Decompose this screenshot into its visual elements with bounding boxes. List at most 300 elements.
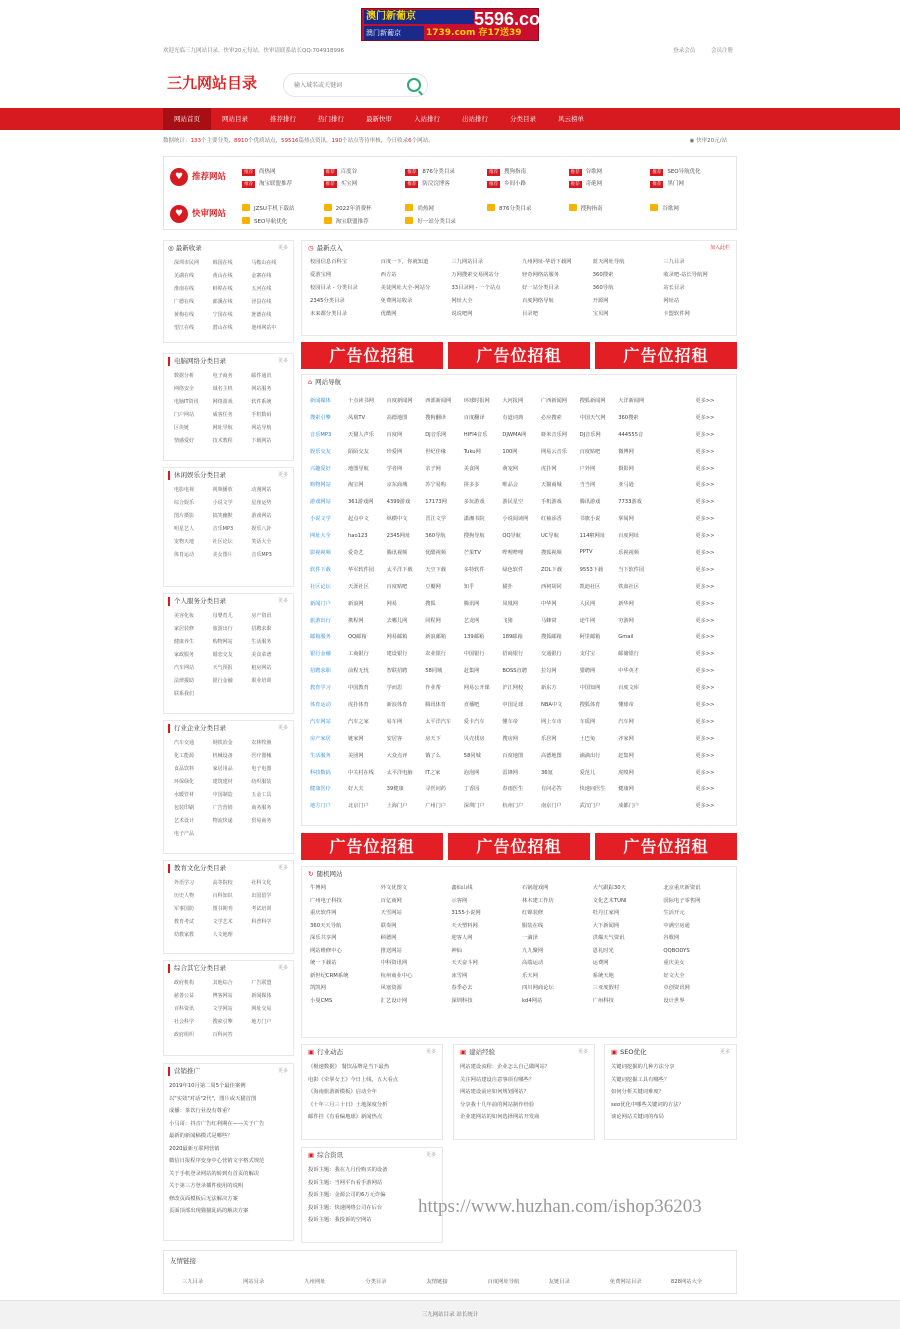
directory-site-link[interactable]: 去哪儿网: [386, 617, 408, 624]
more-link[interactable]: 更多>>: [695, 685, 715, 692]
category-link[interactable]: 黄山在线: [212, 273, 233, 279]
more-link[interactable]: 更多>>: [695, 414, 715, 421]
category-link[interactable]: 体育运动: [174, 552, 195, 558]
directory-site-link[interactable]: 萌宠网: [502, 465, 518, 472]
category-link[interactable]: 婚恋交友: [212, 652, 233, 658]
latest-site-link[interactable]: 美徒网址大全-网站分: [380, 285, 431, 291]
category-link[interactable]: 百科资讯: [174, 1006, 195, 1012]
random-site-link[interactable]: 卓创资讯网: [663, 985, 690, 991]
directory-site-link[interactable]: 好大夫: [348, 786, 364, 793]
random-site-link[interactable]: 北京重庆新资讯: [663, 885, 701, 891]
directory-site-link[interactable]: 十点读书网: [348, 397, 374, 404]
latest-site-link[interactable]: 百度一下，你就知道: [380, 259, 429, 265]
directory-site-link[interactable]: 444555音: [618, 431, 644, 438]
random-site-link[interactable]: 好文大全: [663, 972, 685, 979]
latest-site-link[interactable]: 好一站分类目录: [521, 285, 560, 291]
latest-site-link[interactable]: 未来都分类目录: [310, 311, 348, 317]
directory-site-link[interactable]: 地图导航: [348, 465, 369, 472]
directory-site-link[interactable]: 起点中文: [348, 516, 369, 523]
random-site-link[interactable]: 冰雪网: [451, 972, 468, 979]
directory-site-link[interactable]: 西部新闻网: [425, 397, 452, 404]
directory-site-link[interactable]: 凤凰网: [502, 600, 518, 607]
latest-site-link[interactable]: 33目录网 - 一个站点: [451, 285, 501, 291]
random-site-link[interactable]: 广州科技: [592, 997, 614, 1004]
random-site-link[interactable]: 设计世界: [663, 997, 685, 1004]
rec-item[interactable]: JZSU手机下载站: [242, 204, 324, 214]
article-link[interactable]: 修改页面模板后无法解决方案: [169, 1195, 238, 1202]
directory-site-link[interactable]: 飞猪: [502, 617, 513, 624]
directory-site-link[interactable]: 小说阅读网: [502, 516, 529, 523]
latest-site-link[interactable]: 校园目录 - 分类目录: [310, 285, 358, 291]
directory-site-link[interactable]: 腾讯网: [463, 600, 480, 607]
directory-site-link[interactable]: 唯品会: [502, 482, 518, 489]
directory-category[interactable]: 影视视频: [310, 549, 331, 556]
directory-category[interactable]: 兴趣爱好: [310, 465, 331, 472]
category-link[interactable]: 下载网站: [251, 438, 272, 444]
category-link[interactable]: 水暖管材: [174, 792, 195, 798]
directory-site-link[interactable]: 摄影网: [618, 465, 634, 472]
category-link[interactable]: 黄梅在线: [174, 312, 195, 318]
directory-site-link[interactable]: 多玩游戏: [463, 499, 485, 506]
directory-site-link[interactable]: 百度网址: [618, 533, 639, 540]
latest-site-link[interactable]: 九州网址-华语下载网: [521, 259, 572, 265]
category-link[interactable]: 家居用品: [212, 766, 233, 772]
category-link[interactable]: 教育考试: [174, 919, 195, 925]
random-site-link[interactable]: 推送网站: [380, 947, 402, 954]
directory-site-link[interactable]: 虎扑体育: [348, 701, 369, 708]
directory-site-link[interactable]: 36氪: [540, 769, 553, 776]
random-site-link[interactable]: kd4网站: [521, 997, 543, 1004]
random-site-link[interactable]: 谷歌网: [663, 935, 680, 941]
directory-site-link[interactable]: 百度网: [386, 431, 403, 438]
ad-slot[interactable]: 广告位招租: [595, 833, 737, 860]
category-link[interactable]: 招聘求职: [251, 626, 272, 632]
directory-site-link[interactable]: 网易公开课: [463, 685, 490, 692]
more-link[interactable]: 更多>>: [695, 397, 715, 404]
directory-site-link[interactable]: 广西新闻网: [540, 397, 567, 404]
article-link[interactable]: 成播：茶饮行业没有尊重？: [169, 1108, 233, 1114]
latest-site-link[interactable]: 收录吧-站长导航网: [663, 272, 708, 278]
article-link[interactable]: 投诉主题：我投诉的空网站: [308, 1217, 372, 1223]
more-link[interactable]: 更多>>: [695, 701, 715, 708]
nav-item[interactable]: 分类目录: [510, 115, 536, 123]
category-link[interactable]: 广告联盟: [251, 980, 272, 986]
random-site-link[interactable]: 示客网: [451, 897, 468, 904]
directory-site-link[interactable]: 爱范儿: [579, 769, 596, 776]
more-link[interactable]: 更多: [719, 1049, 730, 1055]
more-link[interactable]: 更多: [277, 725, 288, 731]
rec-item[interactable]: 876分类目录: [487, 204, 569, 214]
category-link[interactable]: 其他综合: [212, 980, 233, 986]
category-link[interactable]: 网站导航: [251, 425, 272, 431]
article-link[interactable]: 小马哥：抖音广告红利期在——关于广告: [169, 1120, 265, 1127]
more-link[interactable]: 更多>>: [695, 668, 715, 675]
directory-site-link[interactable]: 多特软件: [463, 566, 485, 573]
category-link[interactable]: 池州网站中: [251, 325, 277, 331]
directory-category[interactable]: 地方门户: [310, 803, 331, 810]
directory-site-link[interactable]: 邮储银行: [618, 651, 639, 658]
category-link[interactable]: 历史人物: [174, 893, 195, 899]
article-link[interactable]: 以"实效"对话"2代"，图片或天猫首图: [169, 1095, 257, 1102]
directory-site-link[interactable]: 知乎: [463, 583, 475, 590]
random-site-link[interactable]: 凯凯网: [310, 985, 326, 991]
directory-site-link[interactable]: 58同城: [425, 668, 443, 675]
directory-site-link[interactable]: UC导航: [540, 533, 559, 540]
more-link[interactable]: 更多>>: [695, 482, 715, 489]
category-link[interactable]: 金寨在线: [251, 273, 272, 279]
random-site-link[interactable]: 杭州商业中心: [380, 972, 413, 979]
directory-site-link[interactable]: 京东商城: [386, 482, 408, 489]
latest-site-link[interactable]: 百度网络导航: [521, 298, 554, 304]
category-link[interactable]: 威客任务: [212, 412, 233, 418]
random-site-link[interactable]: 九九聚网: [521, 947, 544, 954]
latest-site-link[interactable]: 三九目录: [663, 259, 685, 265]
directory-site-link[interactable]: 太平洋电脑: [386, 769, 413, 776]
directory-site-link[interactable]: BOSS直聘: [502, 668, 527, 675]
directory-site-link[interactable]: 智联招聘: [386, 668, 408, 675]
category-link[interactable]: 邮件通讯: [251, 373, 272, 379]
article-link[interactable]: 《极速数据》 餐饮品牌是当下最热: [308, 1064, 390, 1070]
directory-site-link[interactable]: 哔哩哔哩: [502, 549, 524, 556]
random-site-link[interactable]: 百亿商网: [380, 897, 402, 904]
ad-slot[interactable]: 广告位招租: [301, 833, 443, 860]
directory-site-link[interactable]: 潇湘书院: [463, 516, 485, 523]
more-link[interactable]: 更多>>: [695, 516, 715, 523]
search-input[interactable]: [294, 79, 404, 92]
article-link[interactable]: 网站建设流程：企业怎么自己做网站？: [460, 1064, 551, 1070]
directory-site-link[interactable]: 高德地图: [386, 414, 408, 421]
category-link[interactable]: 博客网站: [212, 993, 233, 999]
category-link[interactable]: 美食菜谱: [251, 652, 272, 658]
rec-item[interactable]: 推荐 买宝网: [325, 181, 358, 187]
category-link[interactable]: 百科知识: [212, 893, 233, 899]
directory-site-link[interactable]: 搜狗导航: [463, 533, 485, 540]
directory-site-link[interactable]: DJWMA网: [502, 431, 527, 438]
category-link[interactable]: 社科文化: [251, 880, 272, 886]
rec-item[interactable]: 推荐 黑门网: [652, 181, 684, 187]
directory-category[interactable]: 新闻门户: [310, 600, 331, 607]
directory-category[interactable]: 软件下载: [310, 566, 331, 573]
random-site-link[interactable]: 顾德网: [380, 935, 397, 941]
category-link[interactable]: 音乐MP3: [212, 526, 234, 532]
category-link[interactable]: 数据分析: [174, 373, 195, 379]
rec-item[interactable]: 谷歌网: [650, 204, 732, 214]
more-link[interactable]: 更多: [425, 1049, 436, 1055]
directory-site-link[interactable]: 贝壳找房: [463, 735, 485, 742]
random-site-link[interactable]: 深乐共享网: [310, 935, 337, 941]
friend-link[interactable]: 分类目录: [365, 1279, 387, 1285]
directory-site-link[interactable]: 安居客: [386, 735, 403, 742]
directory-site-link[interactable]: 丁香园: [463, 786, 480, 793]
directory-site-link[interactable]: 搜狐视频: [540, 549, 562, 556]
directory-site-link[interactable]: 乐视视频: [618, 549, 639, 556]
directory-site-link[interactable]: Tuku网: [463, 448, 481, 455]
directory-site-link[interactable]: 学而思: [386, 685, 403, 692]
category-link[interactable]: 潜山在线: [212, 325, 233, 331]
more-link[interactable]: 更多>>: [695, 651, 715, 658]
random-site-link[interactable]: 深圳科技: [451, 997, 473, 1004]
directory-site-link[interactable]: 中华英才: [618, 668, 639, 675]
directory-site-link[interactable]: 亚马逊: [618, 482, 634, 489]
more-link[interactable]: 更多>>: [695, 533, 715, 540]
directory-site-link[interactable]: 189邮箱: [502, 634, 523, 641]
category-link[interactable]: 环保绿化: [174, 779, 195, 785]
latest-site-link[interactable]: 开源网: [592, 298, 609, 304]
directory-site-link[interactable]: 大洋新闻网: [618, 397, 645, 404]
category-link[interactable]: 文学艺术: [212, 919, 233, 925]
random-site-link[interactable]: 一滴泽: [521, 935, 538, 941]
directory-site-link[interactable]: 中国教育: [348, 685, 369, 692]
directory-site-link[interactable]: 春雨医生: [502, 786, 524, 793]
directory-category[interactable]: 体育运动: [310, 701, 331, 708]
category-link[interactable]: 电脑IT资讯: [174, 399, 199, 405]
directory-site-link[interactable]: 必应搜索: [540, 414, 562, 421]
directory-site-link[interactable]: 猫扑: [502, 583, 513, 590]
more-link[interactable]: 更多>>: [695, 803, 715, 810]
friend-link[interactable]: 九州网址: [304, 1279, 326, 1285]
random-site-link[interactable]: 中科资讯网: [380, 960, 408, 966]
category-link[interactable]: 韩国在线: [212, 260, 233, 266]
directory-site-link[interactable]: 新华网: [618, 600, 634, 607]
directory-site-link[interactable]: 纵横中文: [386, 516, 408, 523]
random-site-link[interactable]: 大气跟踪30天: [592, 885, 626, 891]
directory-site-link[interactable]: 优酷视频: [425, 549, 446, 556]
category-link[interactable]: 贸易商务: [251, 818, 272, 824]
random-site-link[interactable]: 牡丹江家网: [592, 910, 620, 916]
category-link[interactable]: 区块链: [174, 425, 190, 431]
directory-site-link[interactable]: 晋江文学: [425, 516, 446, 523]
directory-site-link[interactable]: 搜狐: [425, 600, 436, 607]
latest-site-link[interactable]: 轻奇网络站服务: [521, 272, 560, 278]
directory-site-link[interactable]: 百度新闻网: [386, 397, 413, 404]
random-site-link[interactable]: 天雪网站: [380, 910, 402, 916]
category-link[interactable]: 手机数码: [251, 412, 272, 418]
category-link[interactable]: 郎溪在线: [212, 299, 233, 305]
directory-site-link[interactable]: 天猫商城: [540, 482, 562, 489]
article-link[interactable]: 《十年三月三十日》土地深度分析: [308, 1101, 388, 1108]
latest-site-link[interactable]: 说说吧网: [451, 311, 473, 317]
random-site-link[interactable]: 3155小说网: [451, 910, 481, 916]
latest-site-link[interactable]: 宝贝网: [592, 311, 609, 317]
directory-site-link[interactable]: 淘宝网: [348, 482, 364, 489]
directory-site-link[interactable]: 腾讯体育: [425, 701, 446, 708]
category-link[interactable]: 娱乐八卦: [251, 526, 272, 532]
directory-site-link[interactable]: QQ导航: [502, 533, 521, 540]
rec-item[interactable]: 推荐 防浣浣博客: [407, 181, 450, 187]
directory-site-link[interactable]: 拼多多: [463, 482, 480, 489]
category-link[interactable]: 汽车网站: [174, 665, 195, 671]
directory-site-link[interactable]: 美团网: [348, 752, 364, 759]
directory-category[interactable]: 旅游出行: [310, 617, 331, 624]
category-link[interactable]: 慈善公益: [174, 993, 195, 999]
category-link[interactable]: 美容化妆: [174, 613, 195, 619]
random-site-link[interactable]: 网站维修中心: [310, 947, 342, 954]
more-link[interactable]: 更多: [277, 245, 288, 251]
rec-item[interactable]: 推荐 乡间小路: [488, 181, 526, 187]
random-site-link[interactable]: 天天奋斗网: [451, 960, 478, 966]
directory-site-link[interactable]: 南京门户: [540, 803, 562, 810]
directory-category[interactable]: 小说文学: [310, 516, 331, 523]
article-link[interactable]: 投诉主题：快速网络公司在后台: [308, 1204, 383, 1211]
directory-site-link[interactable]: Gmail: [618, 633, 634, 640]
directory-site-link[interactable]: 当当网: [579, 482, 596, 489]
friend-link[interactable]: 免费网站目录: [609, 1279, 642, 1285]
random-site-link[interactable]: 天天塑料网: [451, 922, 478, 929]
more-link[interactable]: 更多>>: [695, 583, 715, 590]
directory-site-link[interactable]: 百度贴吧: [386, 583, 408, 590]
article-link[interactable]: 企业建网站的如何选择网站开发商: [460, 1114, 540, 1120]
directory-site-link[interactable]: 腾讯视频: [386, 549, 408, 556]
latest-site-link[interactable]: 2345分类目录: [310, 298, 345, 304]
category-link[interactable]: 音乐MP3: [251, 552, 272, 558]
directory-site-link[interactable]: 懂车帝: [502, 718, 518, 725]
category-link[interactable]: 家政服务: [174, 652, 195, 658]
article-link[interactable]: 关注网站建设注意事项有哪些？: [460, 1076, 535, 1083]
directory-site-link[interactable]: 人民网: [579, 600, 596, 607]
category-link[interactable]: 图片摄影: [174, 513, 195, 519]
register-link[interactable]: 会员注册: [710, 48, 733, 54]
category-link[interactable]: 星座运势: [251, 500, 272, 506]
friend-link[interactable]: 网站目录: [243, 1279, 265, 1285]
category-link[interactable]: 职业培训: [251, 678, 272, 684]
directory-site-link[interactable]: 凯迪社区: [579, 583, 601, 590]
directory-site-link[interactable]: 广州门户: [425, 803, 446, 810]
rec-item[interactable]: 2022年消费杯: [324, 204, 406, 214]
directory-site-link[interactable]: 武汉门户: [579, 803, 601, 810]
directory-site-link[interactable]: 网易邮箱: [386, 634, 408, 641]
random-site-link[interactable]: 新世纪CRM系统: [310, 972, 349, 979]
directory-site-link[interactable]: 有道词典: [502, 414, 524, 421]
latest-site-link[interactable]: 西方站: [380, 272, 397, 278]
rec-item[interactable]: 尚热网: [405, 204, 487, 214]
rec-item[interactable]: 推荐 淘宝联盟推荐: [244, 181, 293, 187]
category-link[interactable]: 幼教家教: [174, 932, 195, 938]
article-link[interactable]: 关于第三方登录插件使用的说明: [169, 1183, 244, 1189]
directory-site-link[interactable]: 搜狗翻译: [425, 414, 446, 421]
category-link[interactable]: 机械设备: [212, 753, 233, 759]
directory-site-link[interactable]: 携程网: [348, 617, 364, 624]
category-link[interactable]: 外语学习: [174, 880, 195, 886]
directory-site-link[interactable]: 虾米音乐网: [540, 431, 567, 438]
directory-site-link[interactable]: 网易云音乐: [540, 448, 567, 455]
article-link[interactable]: 分享我十几年前的网站制作经验: [460, 1101, 535, 1108]
category-link[interactable]: 门户网站: [174, 412, 195, 418]
directory-category[interactable]: 网址大全: [310, 533, 331, 540]
directory-site-link[interactable]: 百度文库: [618, 685, 639, 692]
directory-site-link[interactable]: 114啦网址: [579, 533, 606, 540]
directory-site-link[interactable]: 天涯社区: [348, 583, 369, 590]
category-link[interactable]: 银行金融: [212, 678, 233, 684]
nav-item[interactable]: 网站目录: [222, 115, 248, 123]
directory-site-link[interactable]: 雷锋网: [502, 769, 518, 776]
category-link[interactable]: 政府机构: [174, 980, 195, 986]
directory-site-link[interactable]: 途牛网: [579, 617, 596, 624]
random-site-link[interactable]: 小曼CMS: [310, 997, 333, 1004]
directory-site-link[interactable]: 爱奇艺: [348, 549, 364, 556]
random-site-link[interactable]: 联奏网: [380, 922, 397, 929]
directory-site-link[interactable]: 健康网: [618, 786, 634, 793]
latest-site-link[interactable]: 网址站: [663, 298, 680, 304]
category-link[interactable]: 农林牧渔: [251, 740, 272, 746]
directory-site-link[interactable]: 艺龙网: [463, 617, 480, 624]
more-link[interactable]: 更多: [577, 1049, 588, 1055]
category-link[interactable]: 图书期刊: [212, 906, 233, 912]
directory-site-link[interactable]: 红袖添香: [540, 516, 562, 523]
directory-site-link[interactable]: 微博网: [618, 448, 634, 455]
article-link[interactable]: 关键词挖掘的几种方法分享: [611, 1064, 675, 1070]
directory-site-link[interactable]: 作业帮: [425, 685, 441, 692]
directory-site-link[interactable]: 西祠胡同: [540, 583, 562, 590]
rec-item[interactable]: 推荐 876分类目录: [407, 169, 455, 175]
site-logo[interactable]: 三九网站目录: [167, 74, 258, 92]
article-link[interactable]: 网站建设前应如何规划网站？: [460, 1089, 529, 1095]
directory-site-link[interactable]: 赶集网: [463, 668, 480, 675]
directory-site-link[interactable]: 中国银行: [463, 651, 485, 658]
more-link[interactable]: 更多: [425, 1152, 436, 1158]
more-link[interactable]: 更多: [277, 965, 288, 971]
directory-site-link[interactable]: ZOL下载: [540, 566, 562, 573]
random-site-link[interactable]: 文化艺术TUNI: [592, 897, 627, 904]
category-link[interactable]: 美女图片: [212, 552, 233, 558]
category-link[interactable]: 化工能源: [174, 753, 195, 759]
directory-site-link[interactable]: 铁血社区: [618, 583, 639, 590]
directory-site-link[interactable]: 360导航: [425, 533, 446, 540]
random-site-link[interactable]: 恩礼时光: [592, 947, 614, 954]
directory-site-link[interactable]: 中国天气网: [579, 414, 606, 421]
directory-category[interactable]: 游戏网站: [310, 499, 331, 506]
category-link[interactable]: 搜索引擎: [212, 1019, 233, 1025]
directory-category[interactable]: 邮箱服务: [310, 634, 331, 641]
directory-site-link[interactable]: 搜狐新闻网: [579, 397, 606, 404]
directory-site-link[interactable]: 寻医问药: [425, 786, 446, 793]
category-link[interactable]: 泾县在线: [251, 299, 272, 305]
category-link[interactable]: 科普科学: [251, 919, 272, 925]
directory-category[interactable]: 购物网站: [310, 482, 331, 489]
category-link[interactable]: 高等院校: [212, 880, 233, 886]
category-link[interactable]: 广告营销: [212, 805, 233, 811]
directory-site-link[interactable]: 爱卡汽车: [463, 718, 485, 725]
latest-site-link[interactable]: 校园信息百科宝: [310, 259, 348, 265]
category-link[interactable]: 军事国防: [174, 906, 195, 912]
category-link[interactable]: 五河在线: [251, 286, 272, 292]
nav-item[interactable]: 风云榜单: [558, 115, 584, 123]
directory-site-link[interactable]: 户外网: [579, 465, 596, 472]
directory-category[interactable]: 音乐MP3: [310, 431, 332, 438]
directory-site-link[interactable]: 沪江网校: [502, 685, 524, 692]
category-link[interactable]: 动漫网站: [251, 487, 272, 493]
article-link[interactable]: 微信日报程序变身中心营销文字格式规范: [169, 1158, 265, 1164]
random-site-link[interactable]: 中满空房通: [663, 922, 690, 929]
search-icon[interactable]: [407, 78, 421, 92]
directory-site-link[interactable]: 懂球帝: [618, 701, 634, 708]
directory-site-link[interactable]: 穷游网: [618, 617, 634, 624]
random-site-link[interactable]: 迎客人网: [451, 935, 473, 941]
directory-site-link[interactable]: 豆瓣网: [425, 583, 441, 590]
login-link[interactable]: 登录会员: [673, 48, 696, 54]
directory-site-link[interactable]: 网易: [386, 600, 397, 607]
rec-item[interactable]: 推荐 搜狗指南: [488, 169, 526, 175]
directory-site-link[interactable]: 手机游戏: [540, 499, 562, 506]
random-site-link[interactable]: 春季必去: [451, 985, 473, 991]
article-link[interactable]: 谈论网站关键词的布局: [611, 1114, 664, 1120]
friend-link[interactable]: 828网站大全: [670, 1279, 703, 1285]
directory-site-link[interactable]: HIFI4音乐: [463, 431, 488, 438]
category-link[interactable]: 母婴育儿: [212, 613, 233, 619]
category-link[interactable]: 出国留学: [251, 893, 272, 899]
category-link[interactable]: 电子商务: [212, 373, 233, 379]
directory-site-link[interactable]: 百度地图: [502, 752, 524, 759]
directory-site-link[interactable]: 环球时报网: [463, 397, 490, 404]
